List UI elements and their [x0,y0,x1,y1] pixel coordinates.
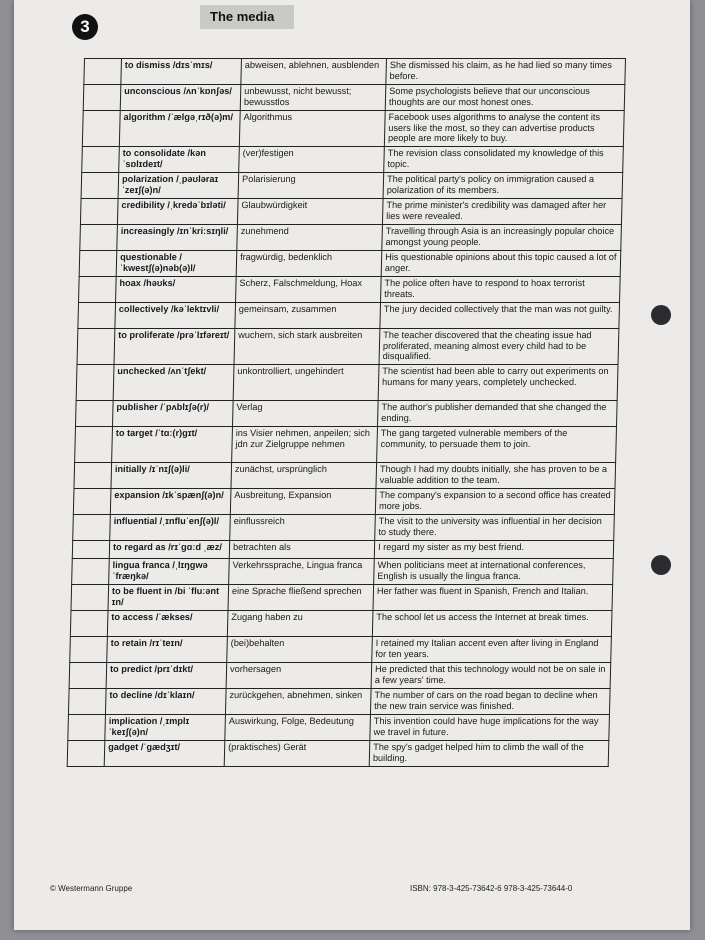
vocab-example: He predicted that this technology would not be on sale in a few years' time. [371,663,611,689]
vocab-example: The teacher discovered that the cheating issue had proliferated, meaning almost every child had to be disqualified. [379,329,619,365]
row-number-cell [79,277,117,303]
vocab-row [75,427,617,463]
page-title: The media [210,9,275,24]
vocab-example: Facebook uses algorithms to analyse the content its users like the most, so they can advertise products people are more likely to buy. [384,111,624,147]
vocab-example: The jury decided collectively that the man was not guilty. [380,303,620,329]
vocab-example: The number of cars on the road began to decline when the new train service was finished. [370,689,610,715]
row-number-cell [71,585,109,611]
vocab-row [71,585,613,611]
vocab-translation: unkontrolliert, ungehindert [233,365,379,401]
vocab-translation: zunächst, ursprünglich [231,463,377,489]
vocab-word: gadget /ˈgædʒɪt/ [104,741,225,767]
vocab-example: Some psychologists believe that our unconscious thoughts are our most honest ones. [385,85,625,111]
vocab-row [68,689,610,715]
vocab-row [68,715,610,741]
row-number-cell [84,59,122,85]
vocab-example: The political party's policy on immigration caused a polarization of its members. [383,173,623,199]
vocab-example: The prime minister's credibility was damaged after her lies were revealed. [382,199,622,225]
vocab-example: His questionable opinions about this topic caused a lot of anger. [381,251,621,277]
row-number-cell [83,85,121,111]
row-number-cell [76,365,114,401]
vocab-example: The revision class consolidated my knowledge of this topic. [384,147,624,173]
row-number-cell [73,489,111,515]
row-number-cell [82,111,120,147]
vocab-row [69,663,611,689]
vocab-row [76,365,618,401]
vocab-translation: zunehmend [237,225,383,251]
vocab-example: Travelling through Asia is an increasingly popular choice amongst young people. [382,225,622,251]
vocab-example: She dismissed his claim, as he had lied so many times before. [386,59,626,85]
vocab-word: initially /ɪˈnɪʃ(ə)li/ [111,463,232,489]
vocab-word: hoax /həʊks/ [116,277,237,303]
row-number-cell [68,689,106,715]
row-number-cell [81,173,119,199]
vocab-example: When politicians meet at international conferences, English is usually the lingua franca. [374,559,614,585]
vocab-translation: Verlag [232,401,378,427]
vocab-word: questionable /ˈkwestʃ(ə)nəb(ə)l/ [116,251,237,277]
vocab-row [84,59,626,85]
vocab-translation: Scherz, Falschmeldung, Hoax [236,277,382,303]
vocab-word: influential /ˌɪnfluˈenʃ(ə)l/ [110,515,231,541]
punch-hole [651,555,671,575]
vocab-word: to be fluent in /bi ˈfluːənt ɪn/ [108,585,229,611]
vocab-word: to dismiss /dɪsˈmɪs/ [121,59,242,85]
vocab-translation: ins Visier nehmen, anpeilen; sich jdn zur Zielgruppe nehmen [232,427,378,463]
punch-hole [651,305,671,325]
vocab-row [79,277,621,303]
worksheet-page [14,0,690,930]
vocab-translation: (praktisches) Gerät [224,741,370,767]
vocab-translation: Glaubwürdigkeit [237,199,383,225]
vocab-example: Though I had my doubts initially, she has proven to be a valuable addition to the team. [376,463,616,489]
vocab-row [81,173,623,199]
vocab-word: to consolidate /kənˈsɒlɪdeɪt/ [119,147,240,173]
row-number-cell [68,715,106,741]
row-number-cell [72,541,109,559]
vocab-translation: wuchern, sich stark ausbreiten [234,329,380,365]
vocab-row [74,463,616,489]
vocab-word: to access /ˈækses/ [107,611,228,637]
row-number-cell [67,741,105,767]
vocab-word: polarization /ˌpəʊləraɪˈzeɪʃ(ə)n/ [118,173,239,199]
vocab-word: to target /ˈtɑː(r)gɪt/ [112,427,233,463]
vocab-example: I regard my sister as my best friend. [374,541,613,559]
vocab-translation: Polarisierung [238,173,384,199]
vocab-row [82,111,624,147]
vocab-word: expansion /ɪkˈspænʃ(ə)n/ [110,489,231,515]
vocab-example: This invention could have huge implications for the way we travel in future. [370,715,610,741]
vocab-word: to decline /dɪˈklaɪn/ [105,689,226,715]
row-number-cell [75,401,113,427]
vocab-row [79,251,621,277]
row-number-cell [69,663,107,689]
vocab-row [72,559,614,585]
vocab-translation: Ausbreitung, Expansion [230,489,376,515]
vocab-row [72,541,613,559]
vocab-translation: zurückgehen, abnehmen, sinken [225,689,371,715]
vocab-example: I retained my Italian accent even after living in England for ten years. [372,637,612,663]
vocab-word: credibility /ˌkredəˈbɪləti/ [117,199,238,225]
vocab-word: unconscious /ʌnˈkɒnʃəs/ [120,85,241,111]
vocab-example: The visit to the university was influential in her decision to study there. [375,515,615,541]
vocab-example: The spy's gadget helped him to climb the wall of the building. [369,741,609,767]
vocab-translation: (bei)behalten [227,637,373,663]
row-number-cell [74,463,112,489]
row-number-cell [78,303,116,329]
vocab-row [73,515,615,541]
vocab-translation: (ver)festigen [239,147,385,173]
vocab-example: The author's publisher demanded that she changed the ending. [377,401,617,427]
vocabulary-table [67,58,626,767]
vocab-word: publisher /ˈpʌblɪʃə(r)/ [112,401,233,427]
row-number-cell [72,559,110,585]
vocab-word: to proliferate /prəˈlɪfəreɪt/ [114,329,235,365]
vocab-translation: gemeinsam, zusammen [235,303,381,329]
vocab-example: The police often have to respond to hoax terrorist threats. [381,277,621,303]
vocab-translation: betrachten als [229,541,374,559]
vocab-translation: vorhersagen [226,663,372,689]
vocab-word: lingua franca /ˌlɪŋgwə ˈfræŋkə/ [109,559,230,585]
vocab-word: to predict /prɪˈdɪkt/ [106,663,227,689]
vocab-row [83,85,625,111]
vocab-row [73,489,615,515]
vocab-row [78,303,620,329]
vocab-translation: Verkehrssprache, Lingua franca [229,559,375,585]
vocab-translation: fragwürdig, bedenklich [236,251,382,277]
vocab-row [82,147,624,173]
vocab-row [67,741,609,767]
vocab-row [70,611,612,637]
unit-number-badge: 3 [72,14,98,40]
row-number-cell [70,611,108,637]
vocab-example: The scientist had been able to carry out experiments on humans for many years, completely unchecked. [378,365,618,401]
vocab-row [80,225,622,251]
row-number-cell [73,515,111,541]
vocab-translation: Zugang haben zu [227,611,373,637]
vocab-translation: eine Sprache fließend sprechen [228,585,374,611]
vocab-word: unchecked /ʌnˈtʃekt/ [113,365,234,401]
vocab-row [75,401,617,427]
vocab-word: increasingly /ɪnˈkriːsɪŋli/ [117,225,238,251]
row-number-cell [70,637,108,663]
row-number-cell [77,329,115,365]
vocab-translation: einflussreich [230,515,376,541]
row-number-cell [80,225,118,251]
vocab-translation: Algorithmus [239,111,385,147]
vocab-translation: abweisen, ablehnen, ausblenden [241,59,387,85]
vocab-word: to regard as /rɪˈgɑːd ˌæz/ [109,541,229,559]
vocab-row [77,329,619,365]
vocab-example: The company's expansion to a second office has created more jobs. [375,489,615,515]
vocab-word: algorithm /ˈælgəˌrɪð(ə)m/ [119,111,240,147]
vocab-example: The gang targeted vulnerable members of the community, to persuade them to join. [377,427,617,463]
row-number-cell [82,147,120,173]
vocab-example: The school let us access the Internet at break times. [372,611,612,637]
vocab-translation: Auswirkung, Folge, Bedeutung [225,715,371,741]
vocab-word: implication /ˌɪmplɪˈkeɪʃ(ə)n/ [105,715,226,741]
row-number-cell [79,251,117,277]
publisher-credit: © Westermann Gruppe [50,884,133,893]
vocab-translation: unbewusst, nicht bewusst; bewusstlos [240,85,386,111]
vocab-row [80,199,622,225]
isbn-text: ISBN: 978-3-425-73642-6 978-3-425-73644-0 [410,884,573,893]
vocab-row [70,637,612,663]
vocab-example: Her father was fluent in Spanish, French and Italian. [373,585,613,611]
vocab-word: collectively /kəˈlektɪvli/ [115,303,236,329]
row-number-cell [80,199,118,225]
vocab-word: to retain /rɪˈteɪn/ [107,637,228,663]
row-number-cell [75,427,113,463]
